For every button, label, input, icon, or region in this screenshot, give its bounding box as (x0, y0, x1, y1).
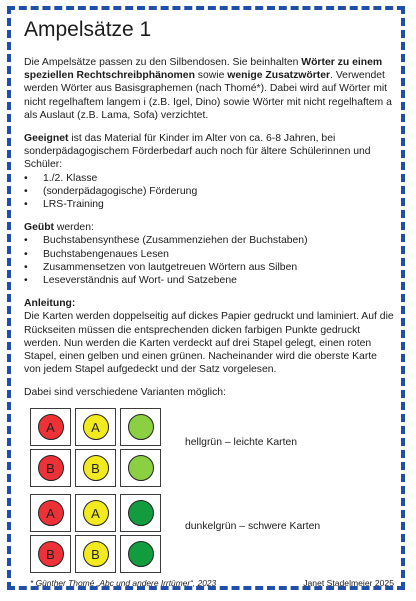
lightgreen-dot-card (128, 414, 154, 440)
geuebt-paragraph (24, 221, 394, 234)
card (120, 408, 161, 446)
card (75, 494, 116, 532)
geuebt-list (24, 234, 394, 287)
yellow-dot-card: A (83, 500, 109, 526)
list-item: • Buchstabengenaues Lesen (24, 248, 394, 261)
footer-author: Janet Stadelmeier 2025 (303, 578, 394, 588)
card (120, 494, 161, 532)
card (30, 449, 71, 487)
darkgreen-dot-card (128, 500, 154, 526)
card (30, 408, 71, 446)
card (75, 535, 116, 573)
card (120, 449, 161, 487)
geeignet-text: ist das Material für Kinder im Alter von ca. 6-8 Jahren, bei sonderpädagogischem Förderbedarf auch noch für ältere Schülerinnen und Schüler: (24, 133, 371, 171)
red-dot-card: A (38, 500, 64, 526)
intro-paragraph (24, 56, 394, 122)
darkgreen-dot-card (128, 541, 154, 567)
list-item: • Leseverständnis auf Wort- und Satzebene (24, 274, 394, 287)
geuebt-label: Geübt (24, 222, 55, 234)
card-examples (30, 408, 161, 576)
intro-bold-1: Wörter zu einem speziellen Rechtschreibphänomen (24, 57, 383, 82)
list-item: • Buchstabensynthese (Zusammenziehen der Buchstaben) (24, 234, 394, 247)
page-title: Ampelsätze 1 (24, 18, 152, 41)
card-row (30, 494, 161, 532)
red-dot-card: B (38, 455, 64, 481)
intro-text-2: sowie (194, 70, 228, 82)
geuebt-text: werden: (54, 222, 94, 234)
anleitung-heading (24, 297, 394, 310)
card (75, 408, 116, 446)
caption-light: hellgrün – leichte Karten (185, 437, 298, 448)
caption-dark: dunkelgrün – schwere Karten (185, 521, 321, 532)
intro-bold-2: wenige Zusatzwörter (227, 70, 331, 82)
geeignet-label: Geeignet (24, 133, 69, 145)
yellow-dot-card: B (83, 455, 109, 481)
list-item: • 1./2. Klasse (24, 172, 394, 185)
red-dot-card: A (38, 414, 64, 440)
card (30, 535, 71, 573)
card (30, 494, 71, 532)
anleitung-label: Anleitung: (24, 298, 76, 310)
document-body (24, 18, 394, 410)
list-item: • LRS-Training (24, 198, 394, 211)
yellow-dot-card: B (83, 541, 109, 567)
footer-citation: * Günther Thomé „Abc und andere Irrtümer“, 2023 (30, 578, 217, 588)
intro-text-3: . Verwendet werden Wörter aus Basisgraphemen (nach Thomé*). Dabei wird auf Wörter mit nicht regelhaftem langem i (z.B. Igel, Dino) sowie Wörter mit nicht regelhaftem a als Auslaut (z.B. Lama, Sofa) verzichtet. (24, 70, 392, 121)
geeignet-list (24, 172, 394, 212)
list-item: • (sonderpädagogische) Förderung (24, 185, 394, 198)
card (75, 449, 116, 487)
card-row (30, 535, 161, 573)
card (120, 535, 161, 573)
lightgreen-dot-card (128, 455, 154, 481)
varianten-text: Dabei sind verschiedene Varianten möglich: (24, 387, 226, 399)
red-dot-card: B (38, 541, 64, 567)
yellow-dot-card: A (83, 414, 109, 440)
intro-text-1: Die Ampelsätze passen zu den Silbendosen. Sie beinhalten (24, 57, 302, 68)
geeignet-paragraph (24, 132, 394, 172)
anleitung-paragraph: Die Karten werden doppelseitig auf dickes Papier gedruckt und laminiert. Auf die Rückseiten müssen die entsprechenden dicken farbigen Punkte gedruckt werden. Nun werden die Karten verdeckt auf drei Stapel gelegt, einen roten Stapel, einen gelben und einen grünen. Nacheinander wird die oberste Karte von jedem Stapel aufgedeckt und der Satz vorgelesen. (24, 311, 394, 376)
list-item: • Zusammensetzen von lautgetreuen Wörtern aus Silben (24, 261, 394, 274)
card-row (30, 449, 161, 487)
card-row (30, 408, 161, 446)
